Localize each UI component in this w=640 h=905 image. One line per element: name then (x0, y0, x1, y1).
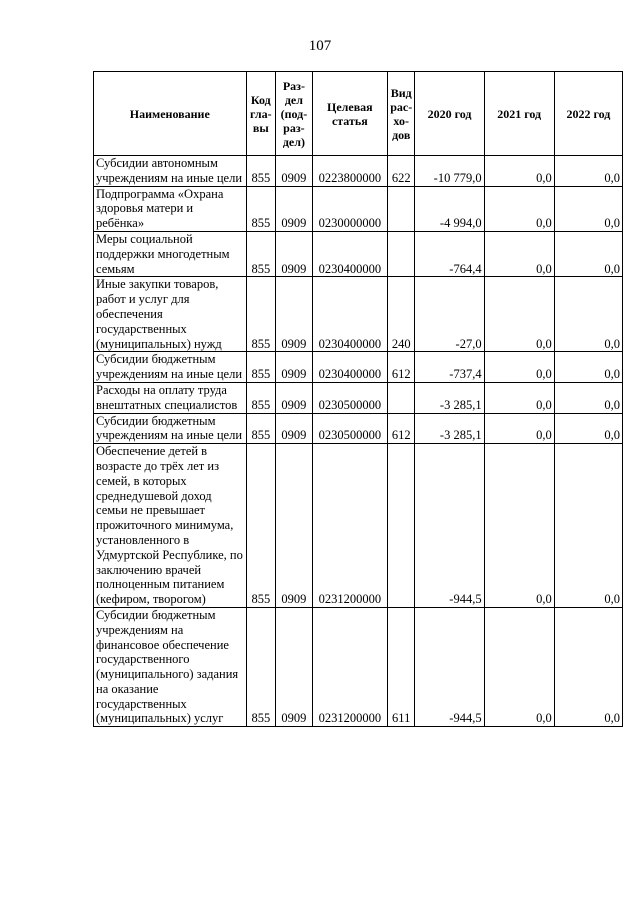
cell-name: Подпрограмма «Охрана здоровья матери и ребёнка» (94, 186, 247, 231)
cell-2022: 0,0 (554, 186, 622, 231)
cell-target: 0230000000 (312, 186, 387, 231)
cell-2020: -4 994,0 (415, 186, 484, 231)
cell-section: 0909 (276, 444, 313, 608)
cell-section: 0909 (276, 607, 313, 726)
cell-2021: 0,0 (484, 186, 554, 231)
cell-chapter: 855 (246, 352, 276, 383)
header-expense-type: Вид рас- хо- дов (387, 72, 414, 156)
header-2022: 2022 год (554, 72, 622, 156)
cell-section: 0909 (276, 382, 313, 413)
table-row (94, 382, 623, 413)
cell-section: 0909 (276, 277, 313, 352)
cell-target: 0230500000 (312, 413, 387, 444)
cell-2022: 0,0 (554, 231, 622, 276)
cell-2020: -764,4 (415, 231, 484, 276)
cell-2020: -737,4 (415, 352, 484, 383)
cell-expense-type: 612 (387, 352, 414, 383)
header-target-item: Целевая статья (312, 72, 387, 156)
cell-expense-type (387, 444, 414, 608)
header-name: Наименование (94, 72, 247, 156)
cell-2022: 0,0 (554, 444, 622, 608)
cell-target: 0230400000 (312, 277, 387, 352)
header-2021: 2021 год (484, 72, 554, 156)
header-section: Раз- дел (под- раз- дел) (276, 72, 313, 156)
cell-2020: -27,0 (415, 277, 484, 352)
cell-2021: 0,0 (484, 277, 554, 352)
cell-2020: -944,5 (415, 607, 484, 726)
cell-chapter: 855 (246, 156, 276, 187)
table-body (94, 156, 623, 727)
cell-name: Расходы на оплату труда внештатных специалистов (94, 382, 247, 413)
cell-expense-type (387, 231, 414, 276)
cell-name: Меры социальной поддержки многодетным семьям (94, 231, 247, 276)
cell-target: 0223800000 (312, 156, 387, 187)
cell-2021: 0,0 (484, 352, 554, 383)
cell-2022: 0,0 (554, 607, 622, 726)
cell-2021: 0,0 (484, 156, 554, 187)
cell-2021: 0,0 (484, 444, 554, 608)
cell-2021: 0,0 (484, 413, 554, 444)
cell-target: 0231200000 (312, 444, 387, 608)
cell-target: 0231200000 (312, 607, 387, 726)
budget-table (93, 71, 623, 727)
cell-expense-type (387, 382, 414, 413)
cell-expense-type: 611 (387, 607, 414, 726)
cell-section: 0909 (276, 186, 313, 231)
header-2020: 2020 год (415, 72, 484, 156)
cell-2022: 0,0 (554, 277, 622, 352)
cell-2020: -3 285,1 (415, 382, 484, 413)
cell-2021: 0,0 (484, 382, 554, 413)
cell-target: 0230400000 (312, 231, 387, 276)
cell-2022: 0,0 (554, 352, 622, 383)
cell-chapter: 855 (246, 413, 276, 444)
cell-2021: 0,0 (484, 231, 554, 276)
cell-chapter: 855 (246, 231, 276, 276)
table-row (94, 156, 623, 187)
cell-chapter: 855 (246, 382, 276, 413)
cell-target: 0230500000 (312, 382, 387, 413)
cell-expense-type: 622 (387, 156, 414, 187)
table-header-row (94, 72, 623, 156)
cell-name: Субсидии автономным учреждениям на иные цели (94, 156, 247, 187)
cell-expense-type: 240 (387, 277, 414, 352)
table-row (94, 186, 623, 231)
cell-2020: -3 285,1 (415, 413, 484, 444)
header-chapter-code: Код гла- вы (246, 72, 276, 156)
table-row (94, 277, 623, 352)
cell-2022: 0,0 (554, 413, 622, 444)
table-row (94, 352, 623, 383)
cell-name: Субсидии бюджетным учреждениям на финансовое обеспечение государственного (муниципального) задания на оказание государственных (муниципальных) услуг (94, 607, 247, 726)
cell-section: 0909 (276, 231, 313, 276)
cell-chapter: 855 (246, 444, 276, 608)
cell-expense-type: 612 (387, 413, 414, 444)
cell-name: Иные закупки товаров, работ и услуг для обеспечения государственных (муниципальных) нужд (94, 277, 247, 352)
table-row (94, 413, 623, 444)
page-number: 107 (308, 38, 332, 54)
table-row (94, 444, 623, 608)
cell-name: Обеспечение детей в возрасте до трёх лет из семей, в которых среднедушевой доход семьи не превышает прожиточного минимума, установленного в Удмуртской Республике, по заключению врачей полноценным питанием (кефиром, творогом) (94, 444, 247, 608)
cell-target: 0230400000 (312, 352, 387, 383)
cell-section: 0909 (276, 156, 313, 187)
cell-section: 0909 (276, 413, 313, 444)
cell-2022: 0,0 (554, 156, 622, 187)
table-row (94, 607, 623, 726)
cell-name: Субсидии бюджетным учреждениям на иные цели (94, 352, 247, 383)
cell-chapter: 855 (246, 186, 276, 231)
cell-expense-type (387, 186, 414, 231)
cell-chapter: 855 (246, 607, 276, 726)
cell-2020: -10 779,0 (415, 156, 484, 187)
cell-chapter: 855 (246, 277, 276, 352)
table-row (94, 231, 623, 276)
cell-2022: 0,0 (554, 382, 622, 413)
cell-2021: 0,0 (484, 607, 554, 726)
cell-2020: -944,5 (415, 444, 484, 608)
cell-section: 0909 (276, 352, 313, 383)
cell-name: Субсидии бюджетным учреждениям на иные цели (94, 413, 247, 444)
